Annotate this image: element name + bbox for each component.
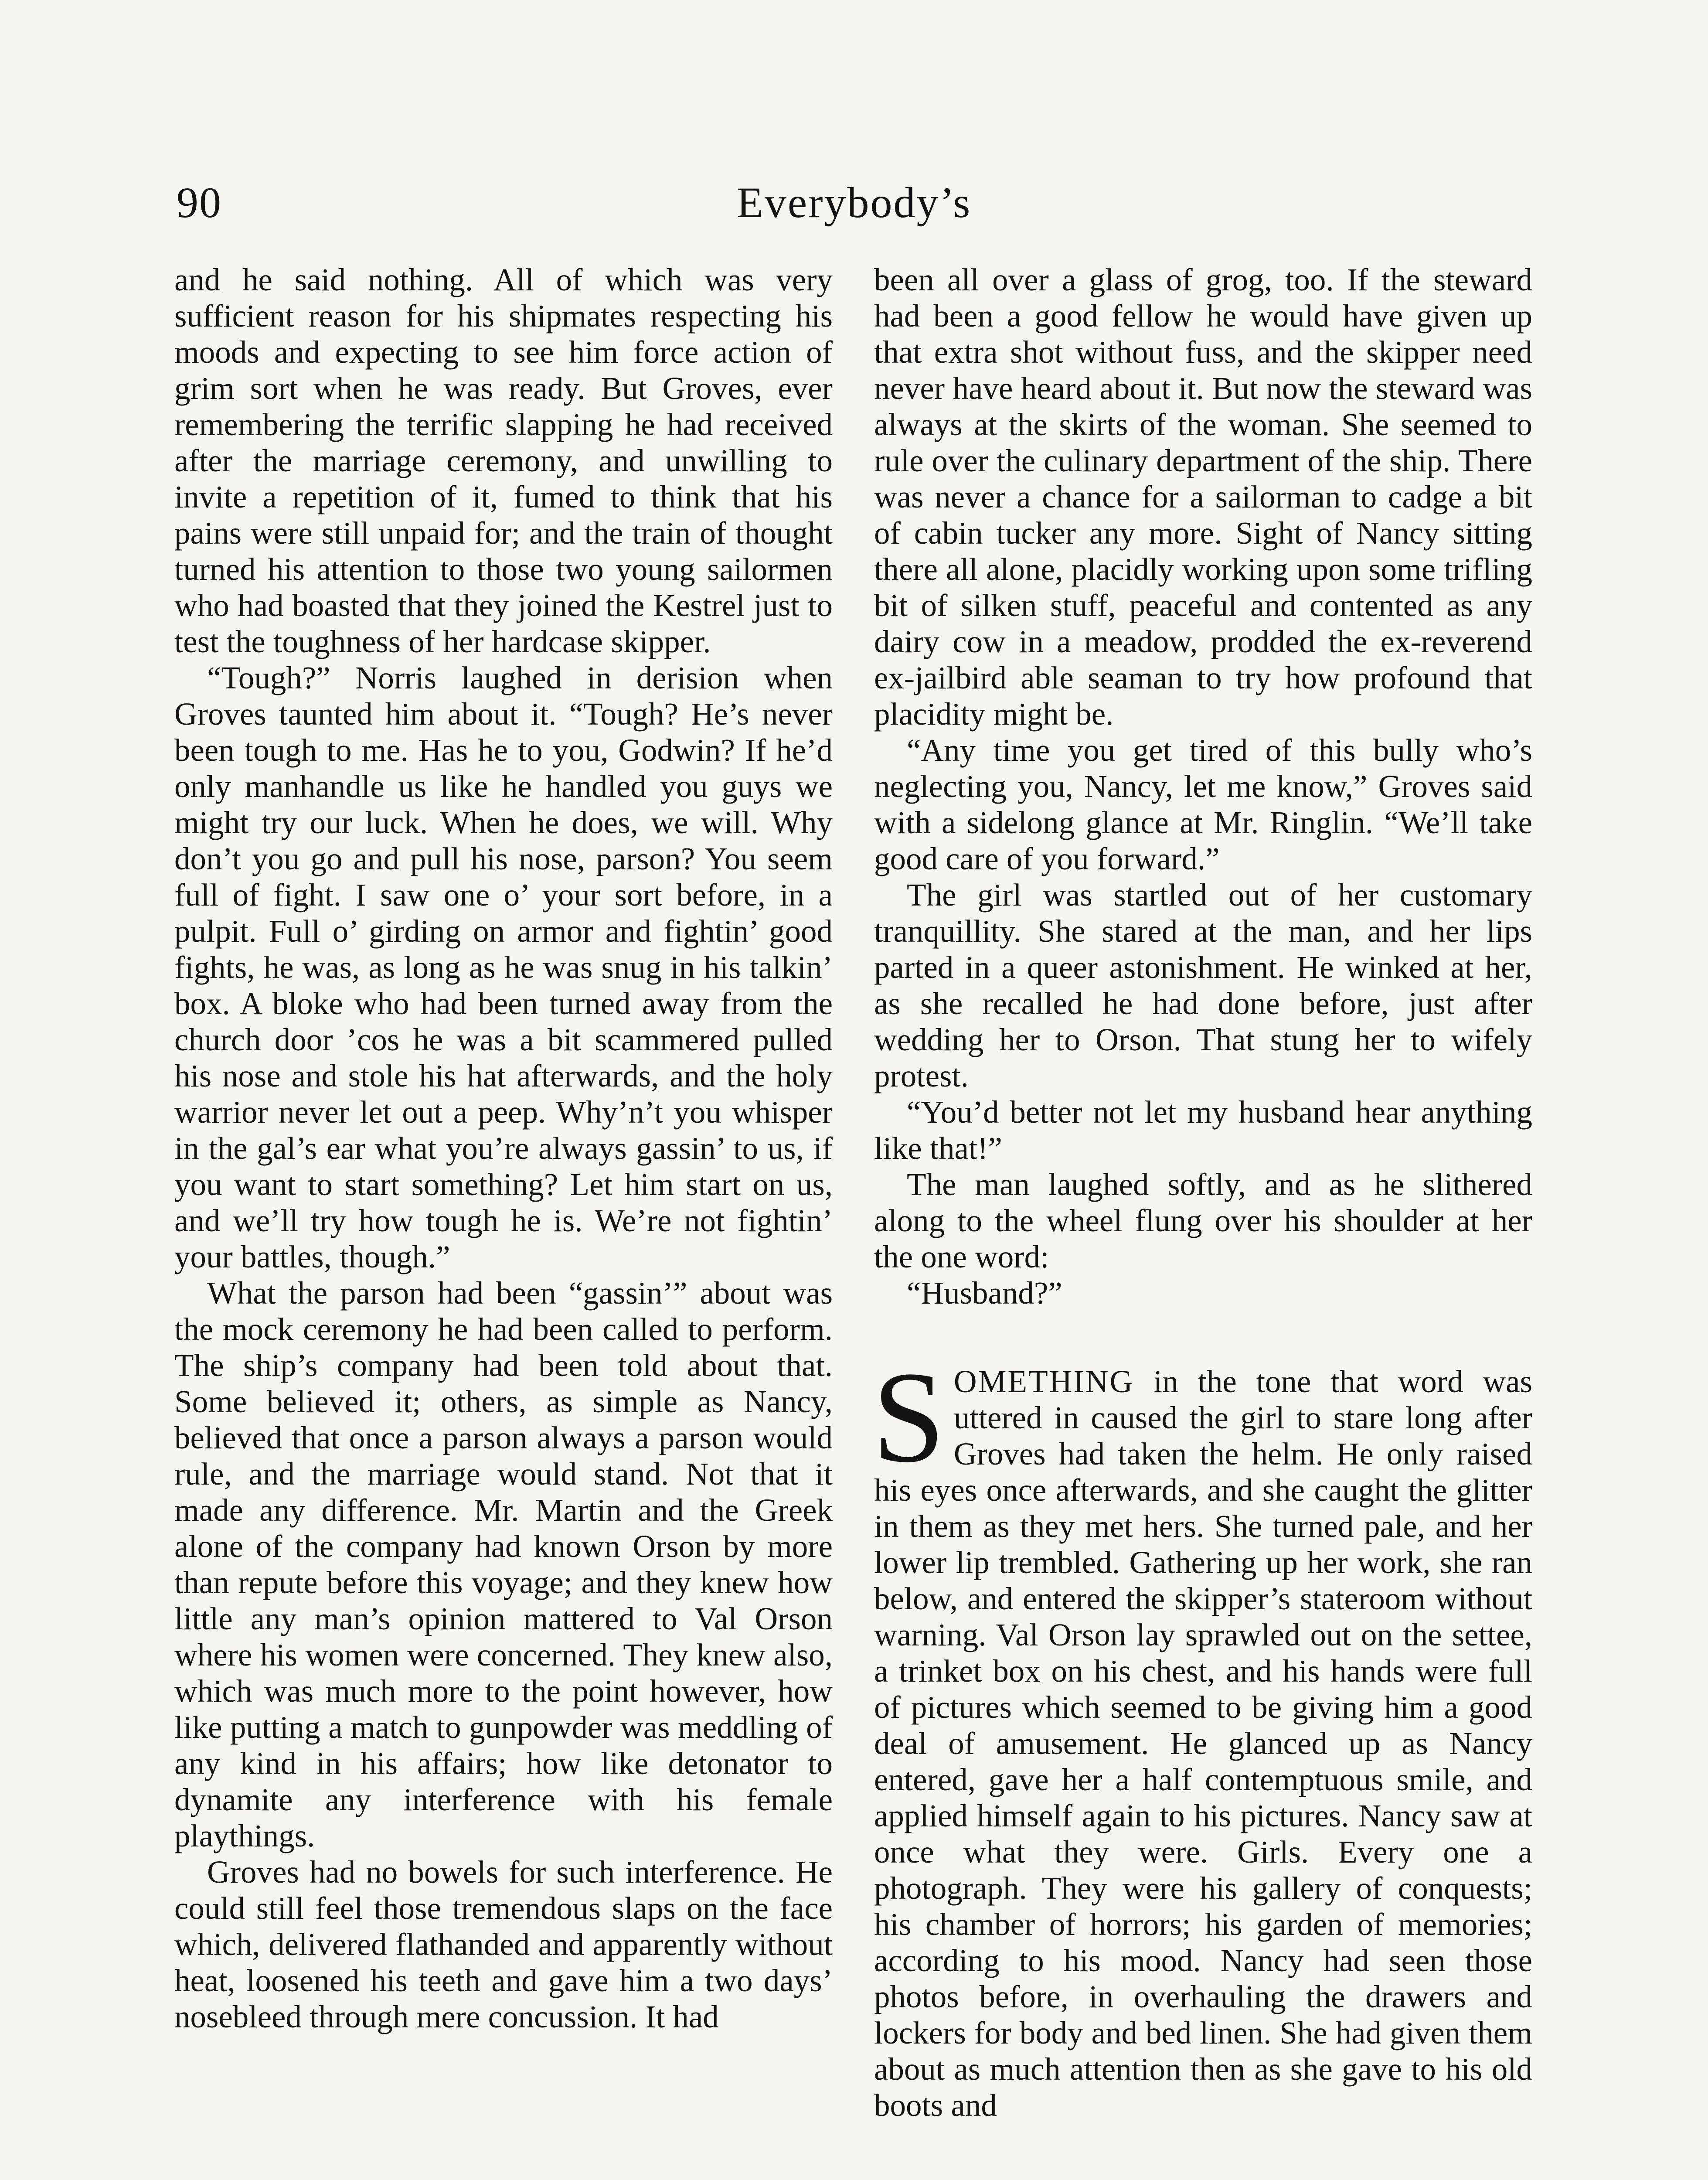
right-column xyxy=(874,262,1532,2123)
paragraph: Groves had no bowels for such interference. He could still feel those tremendous slaps on the face which, delivered flathanded and apparently without heat, loosened his teeth and gave him a two days’ nosebleed through mere concussion. It had xyxy=(174,1854,833,2034)
paragraph: The man laughed softly, and as he slithered along to the wheel flung over his shoulder at her the one word: xyxy=(874,1167,1532,1274)
drop-cap: S xyxy=(872,1345,945,1489)
paragraph: “You’d better not let my husband hear anything like that!” xyxy=(874,1094,1532,1166)
paragraph-text: in the tone that word was uttered in caused the girl to stare long after Groves had taken the helm. He only raised his eyes once afterwards, and she caught the glitter in them as they met hers. She turned pale, and her lower lip trembled. Gathering up her work, she ran below, and entered the skipper’s stateroom without warning. Val Orson lay sprawled out on the settee, a trinket box on his chest, and his hands were full of pictures which seemed to be giving him a good deal of amusement. He glanced up as Nancy entered, gave her a half contemptuous smile, and applied himself again to his pictures. Nancy saw at once what they were. Girls. Every one a photograph. They were his gallery of conquests; his chamber of horrors; his garden of memories; according to his mood. Nancy had seen those photos before, in overhauling the drawers and lockers for body and bed linen. She had given them about as much attention then as she gave to his old boots and xyxy=(874,1364,1532,2123)
section-opening-paragraph xyxy=(872,1345,1532,2123)
paragraph: What the parson had been “gassin’” about was the mock ceremony he had been called to perform. The ship’s company had been told about that. Some believed it; others, as simple as Nancy, believed that once a parson always a parson would rule, and the marriage would stand. Not that it made any difference. Mr. Martin and the Greek alone of the company had known Orson by more than repute before this voyage; and they knew how little any man’s opinion mattered to Val Orson where his women were concerned. They knew also, which was much more to the point however, how like putting a match to gunpowder was meddling of any kind in his affairs; how like detonator to dynamite any interference with his female playthings. xyxy=(174,1275,833,1853)
page-number: 90 xyxy=(177,178,222,227)
paragraph: “Any time you get tired of this bully who’s neglecting you, Nancy, let me know,” Groves said with a sidelong glance at Mr. Ringlin. “We’ll take good care of you forward.” xyxy=(874,732,1532,876)
paragraph: “Tough?” Norris laughed in derision when Groves taunted him about it. “Tough? He’s never been tough to me. Has he to you, Godwin? If he’d only manhandle us like he handled you guys we might try our luck. When he does, we will. Why don’t you go and pull his nose, parson? You seem full of fight. I saw one o’ your sort before, in a pulpit. Full o’ girding on armor and fightin’ good fights, he was, as long as he was snug in his talkin’ box. A bloke who had been turned away from the church door ’cos he was a bit scammered pulled his nose and stole his hat afterwards, and the holy warrior never let out a peep. Why’n’t you whisper in the gal’s ear what you’re always gassin’ to us, if you want to start something? Let him start on us, and we’ll try how tough he is. We’re not fightin’ your battles, though.” xyxy=(174,660,833,1274)
small-caps-lead: OMETHING xyxy=(953,1364,1134,1399)
running-title: Everybody’s xyxy=(736,178,972,227)
paragraph: “Husband?” xyxy=(907,1275,1062,1311)
paragraph: and he said nothing. All of which was very sufficient reason for his shipmates respecting his moods and expecting to see him force action of grim sort when he was ready. But Groves, ever remembering the terrific slapping he had received after the marriage ceremony, and unwilling to invite a repetition of it, fumed to think that his pains were still unpaid for; and the train of thought turned his attention to those two young sailormen who had boasted that they joined the Kestrel just to test the toughness of her hardcase skipper. xyxy=(174,262,833,659)
paragraph: been all over a glass of grog, too. If the steward had been a good fellow he would have given up that extra shot without fuss, and the skipper need never have heard about it. But now the steward was always at the skirts of the woman. She seemed to rule over the culinary department of the ship. There was never a chance for a sailorman to cadge a bit of cabin tucker any more. Sight of Nancy sitting there all alone, placidly working upon some trifling bit of silken stuff, peaceful and contented as any dairy cow in a meadow, prodded the ex-reverend ex-jailbird able seaman to try how profound that placidity might be. xyxy=(874,262,1532,732)
paragraph: The girl was startled out of her customary tranquillity. She stared at the man, and her lips parted in a queer astonishment. He winked at her, as she recalled he had done before, just after wedding her to Orson. That stung her to wifely protest. xyxy=(874,877,1532,1093)
left-column xyxy=(174,262,833,2035)
